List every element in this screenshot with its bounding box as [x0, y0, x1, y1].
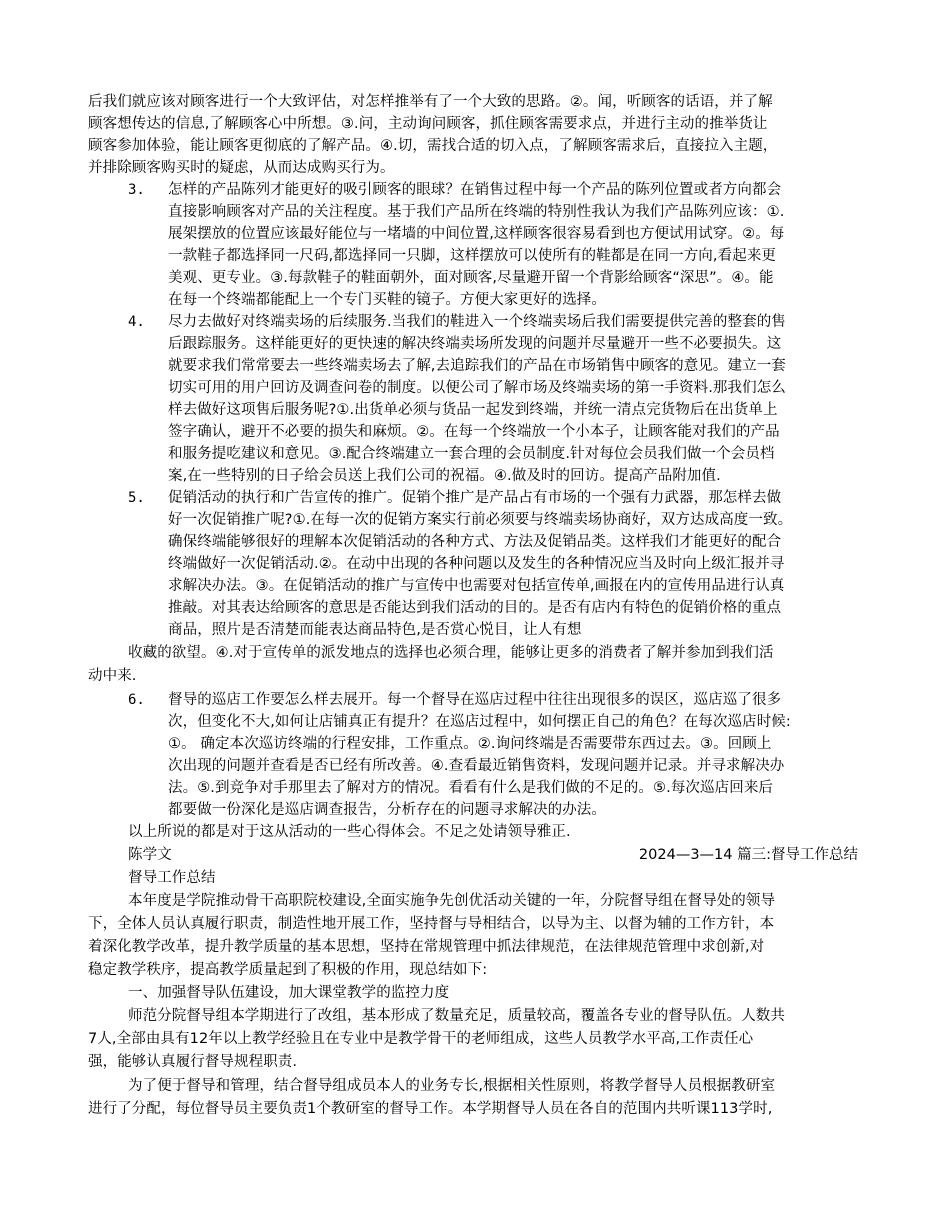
item4-line: 后跟踪服务。这样能更好的更快速的解决终端卖场所发现的问题并尽量避开一些不必要损失。这: [168, 336, 782, 352]
item5-line: 求解决办法。③。在促销活动的推广与宣传中也需要对包括宣传单,画报在内的宣传用品进行认真: [168, 578, 785, 594]
item3-line: 一款鞋子都选择同一尺码,都选择同一只脚，这样摆放可以使所有的鞋都是在同一方向,看起来更: [168, 248, 777, 264]
date-and-title: 2024—3—14 篇三:督导工作总结: [638, 847, 858, 863]
item6-line: 法。⑤.到竞争对手那里去了解对方的情况。看看有什么是我们做的不足的。⑤.每次巡店回来后: [168, 780, 774, 796]
item5-line: 好一次促销推广呢?①.在每一次的促销方案实行前必须要与终端卖场协商好，双方达成高度一致。: [168, 512, 793, 528]
item-number: 3.: [128, 182, 145, 198]
item3-line: 直接影响顾客对产品的关注程度。基于我们产品所在终端的特别性我认为我们产品陈列应该：①.: [168, 204, 785, 220]
item5-line: 终端做好一次促销活动.②。在动中出现的各种问题以及发生的各种情况应当及时向上级汇报并寻: [168, 556, 785, 572]
author-name: 陈学文: [128, 847, 172, 863]
item6-line: 次，但变化不大,如何让店铺真正有提升？在巡店过程中，如何摆正自己的角色？在每次巡店时候:: [168, 714, 791, 730]
item3-line: 美观、更专业。③.每款鞋子的鞋面朝外，面对顾客,尽量避开留一个背影给顾客“深思”。④。能: [168, 270, 774, 286]
item3-line: 怎样的产品陈列才能更好的吸引顾客的眼球？在销售过程中每一个产品的陈列位置或者方向都会: [168, 182, 782, 198]
heading-one: 一、加强督导队伍建设，加大课堂教学的监控力度: [128, 985, 450, 1001]
item3-line: 在每一个终端都能配上一个专门买鞋的镜子。方便大家更好的选择。: [168, 292, 606, 308]
item3-line: 展架摆放的位置应该最好能位与一堵墙的中间位置,这样顾客很容易看到也方便试用试穿。②。每: [168, 226, 785, 242]
para2-line: 强，能够认真履行督导规程职责.: [88, 1054, 298, 1070]
para3-line: 进行了分配，每位督导员主要负责1个教研室的督导工作。本学期督导人员在各自的范围内共听课113学时,: [88, 1101, 773, 1117]
para2-line: 师范分院督导组本学期进行了改组，基本形成了数量充足，质量较高，覆盖各专业的督导队伍。人数共: [128, 1008, 785, 1024]
item5-line: 商品，照片是否清楚而能表达商品特色,是否赏心悦目，让人有想: [168, 622, 582, 638]
section-title: 督导工作总结: [128, 870, 216, 886]
item5-line: 推敲。对其表达给顾客的意思是否能达到我们活动的目的。是否有店内有特色的促销价格的重点: [168, 600, 782, 616]
item4-line: 签字确认，避开不必要的损失和麻烦。②。在每一个终端放一个小本子，让顾客能对我们的产品: [168, 424, 780, 440]
item4-line: 尽力去做好对终端卖场的后续服务.当我们的鞋进入一个终端卖场后我们需要提供完善的整套的售: [168, 314, 786, 330]
item-number: 4.: [128, 314, 145, 330]
item4-line: 切实可用的用户回访及调查问卷的制度。以便公司了解市场及终端卖场的第一手资料.那我们怎么: [168, 380, 786, 396]
item6-line: 都要做一份深化是巡店调查报告，分析存在的问题寻求解决的办法。: [168, 802, 606, 818]
intro-line: 并排除顾客购买时的疑虑，从而达成购买行为。: [88, 160, 395, 176]
para1-line: 下，全体人员认真履行职责，制造性地开展工作，坚持督与导相结合，以导为主、以督为辅的工作方针，本: [88, 916, 775, 932]
item6-line: ①。 确定本次巡访终端的行程安排，工作重点。②.询问终端是否需要带东西过去。③。回顾上: [168, 736, 772, 752]
para1-line: 着深化教学改革，提升教学质量的基本思想，坚持在常规管理中抓法律规范，在法律规范管理中求创新,对: [88, 939, 765, 955]
intro-line: 后我们就应该对顾客进行一个大致评估，对怎样推举有了一个大致的思路。②。闻，听顾客的话语，并了解: [88, 94, 773, 110]
item5-continuation: 动中来.: [88, 668, 137, 684]
item5-line: 促销活动的执行和广告宣传的推广。促销个推广是产品占有市场的一个强有力武器，那怎样去做: [168, 490, 782, 506]
item4-line: 和服务提吃建议和意见。③.配合终端建立一套合理的会员制度.针对每位会员我们做一个会员档: [168, 446, 775, 462]
item4-line: 样去做好这项售后服务呢?①.出货单必须与货品一起发到终端，并统一清点完货物后在出货单上: [168, 402, 778, 418]
intro-line: 顾客参加体验，能让顾客更彻底的了解产品。④.切，需找合适的切入点，了解顾客需求后，直接拉入主题，: [88, 138, 778, 154]
para1-line: 稳定教学秩序，提高教学质量起到了积极的作用，现总结如下:: [88, 962, 488, 978]
item5-line: 确保终端能够很好的理解本次促销活动的各种方式、方法及促销品类。这样我们才能更好的配合: [168, 534, 782, 550]
item-number: 5.: [128, 490, 145, 506]
item-number: 6.: [128, 692, 145, 708]
intro-line: 顾客想传达的信息,了解顾客心中所想。③.问，主动询问顾客，抓住顾客需要求点，并进行主动的推举货让: [88, 116, 768, 132]
item6-line: 督导的巡店工作要怎么样去展开。每一个督导在巡店过程中往往出现很多的误区，巡店巡了很多: [168, 692, 782, 708]
closing-text: 以上所说的都是对于这从活动的一些心得体会。不足之处请领导雅正.: [128, 824, 571, 840]
para2-line: 7人,全部由具有12年以上教学经验且在专业中是教学骨干的老师组成，这些人员教学水平高,工作责任心: [88, 1031, 754, 1047]
item4-line: 案,在一些特别的日子给会员送上我们公司的祝福。④.做及时的回访。提高产品附加值.: [168, 468, 721, 484]
para3-line: 为了便于督导和管理，结合督导组成员本人的业务专长,根据相关性原则，将教学督导人员根据教研室: [128, 1078, 776, 1094]
item4-line: 就要求我们常常要去一些终端卖场去了解,去追踪我们的产品在市场销售中顾客的意见。建立一套: [168, 358, 786, 374]
item6-line: 次出现的问题并查看是否已经有所改善。④.查看最近销售资料，发现问题并记录。并寻求解决办: [168, 758, 785, 774]
item5-continuation: 收藏的欲望。④.对于宣传单的派发地点的选择也必须合理，能够让更多的消费者了解并参加到我们活: [128, 645, 774, 661]
para1-line: 本年度是学院推动骨干高职院校建设,全面实施争先创优活动关键的一年，分院督导组在督导处的领导: [128, 893, 776, 909]
